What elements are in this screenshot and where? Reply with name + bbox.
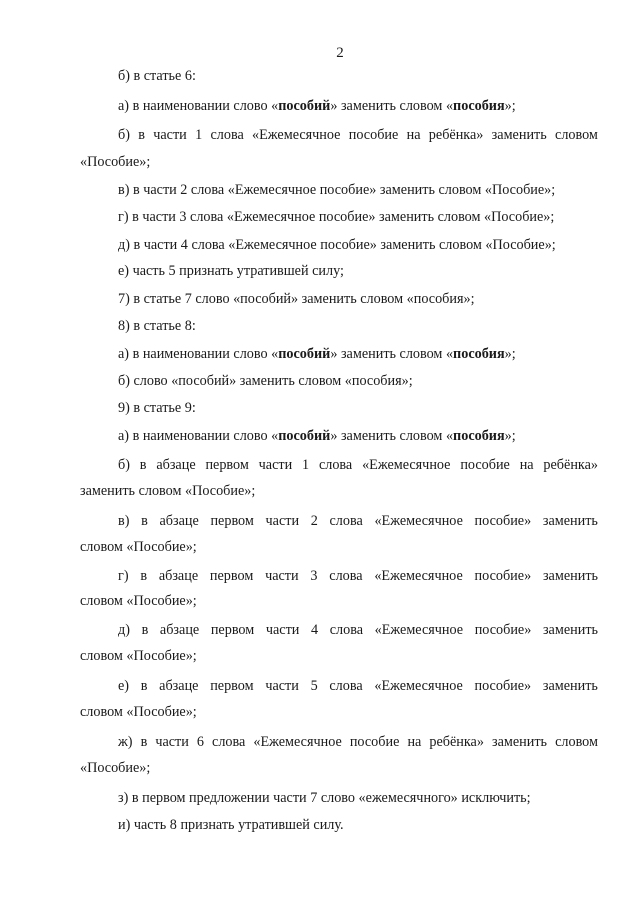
- word: ребёнка»: [428, 127, 484, 143]
- item-9d: [118, 621, 598, 640]
- word: абзаце: [156, 457, 196, 473]
- item-6g: г) в части 3 слова «Ежемесячное пособие» заменить словом «Пособие»;: [118, 209, 555, 225]
- word: «Ежемесячное: [374, 513, 463, 529]
- word: «Ежемесячное: [374, 622, 464, 638]
- word: в: [140, 568, 148, 584]
- word: слова: [329, 678, 363, 694]
- item-9b-continuation: заменить словом «Пособие»;: [80, 483, 256, 499]
- item-8b: б) слово «пособий» заменить словом «пособия»;: [118, 373, 413, 389]
- word: ребёнка»: [429, 734, 484, 750]
- word: пособие»: [474, 678, 532, 694]
- item-9e-continuation: словом «Пособие»;: [80, 704, 197, 720]
- word: первом: [210, 622, 255, 638]
- word: части: [153, 127, 187, 143]
- item-8a: а) в наименовании слово «пособий» заменить словом «пособия»;: [118, 346, 516, 362]
- word: пособие: [349, 734, 400, 750]
- word: в: [141, 513, 148, 529]
- word: в): [118, 513, 130, 529]
- word: абзаце: [159, 678, 199, 694]
- word: 1: [195, 127, 203, 143]
- word: слова: [329, 568, 363, 584]
- word: 2: [310, 513, 318, 529]
- word: в: [139, 457, 147, 473]
- word: 4: [311, 622, 319, 638]
- word: части: [265, 513, 300, 529]
- word: части: [258, 457, 293, 473]
- item-9i: и) часть 8 признать утратившей силу.: [118, 817, 344, 833]
- word: абзаце: [159, 622, 200, 638]
- word: словом: [555, 127, 598, 143]
- word: г): [118, 568, 129, 584]
- item-9b: [118, 456, 598, 475]
- word: первом: [210, 678, 254, 694]
- item-6b: [118, 126, 598, 145]
- item-article-9: 9) в статье 9:: [118, 400, 196, 416]
- word: пособие: [460, 457, 510, 473]
- word: части: [265, 568, 299, 584]
- word: абзаце: [159, 513, 199, 529]
- word: словом: [555, 734, 598, 750]
- item-9d-continuation: словом «Пособие»;: [80, 648, 197, 664]
- item-6a: а) в наименовании слово «пособий» заменить словом «пособия»;: [118, 98, 516, 114]
- word: заменить: [542, 678, 598, 694]
- word: слова: [210, 127, 244, 143]
- word: слова: [329, 513, 363, 529]
- word: 3: [310, 568, 318, 584]
- word: части: [155, 734, 189, 750]
- word: 5: [310, 678, 318, 694]
- word: на: [407, 734, 422, 750]
- word: ребёнка»: [543, 457, 598, 473]
- word: д): [118, 622, 130, 638]
- word: «Ежемесячное: [253, 734, 342, 750]
- word: на: [519, 457, 534, 473]
- word: 1: [302, 457, 310, 473]
- item-article-8: 8) в статье 8:: [118, 318, 196, 334]
- word: абзаце: [158, 568, 199, 584]
- word: пособие: [348, 127, 399, 143]
- item-6b-continuation: «Пособие»;: [80, 154, 151, 170]
- word: ж): [118, 734, 133, 750]
- item-9zh: [118, 733, 598, 752]
- item-9zh-continuation: «Пособие»;: [80, 760, 151, 776]
- word: в: [140, 734, 148, 750]
- word: части: [265, 678, 299, 694]
- page-number: 2: [336, 45, 344, 61]
- word: заменить: [542, 568, 598, 584]
- word: в: [138, 127, 145, 143]
- word: заменить: [542, 513, 598, 529]
- word: части: [265, 622, 300, 638]
- word: пособие»: [474, 622, 532, 638]
- item-9z: з) в первом предложении части 7 слово «ежемесячного» исключить;: [118, 790, 531, 806]
- word: на: [406, 127, 421, 143]
- word: заменить: [491, 127, 547, 143]
- word: «Ежемесячное: [362, 457, 451, 473]
- word: первом: [205, 457, 249, 473]
- item-9e: [118, 677, 598, 696]
- word: слова: [329, 622, 364, 638]
- word: слова: [212, 734, 246, 750]
- item-article-7: 7) в статье 7 слово «пособий» заменить словом «пособия»;: [118, 291, 475, 307]
- word: первом: [209, 568, 254, 584]
- item-6e: е) часть 5 признать утратившей силу;: [118, 263, 344, 279]
- word: е): [118, 678, 130, 694]
- word: б): [118, 457, 130, 473]
- word: заменить: [542, 622, 598, 638]
- word: в: [141, 622, 149, 638]
- word: «Ежемесячное: [374, 678, 463, 694]
- item-article-6: б) в статье 6:: [118, 68, 196, 84]
- item-9a: а) в наименовании слово «пособий» заменить словом «пособия»;: [118, 428, 516, 444]
- word: «Ежемесячное: [252, 127, 341, 143]
- item-6v: в) в части 2 слова «Ежемесячное пособие» заменить словом «Пособие»;: [118, 182, 556, 198]
- word: «Ежемесячное: [374, 568, 463, 584]
- word: первом: [210, 513, 254, 529]
- word: пособие»: [474, 568, 532, 584]
- word: заменить: [492, 734, 548, 750]
- item-6d: д) в части 4 слова «Ежемесячное пособие» заменить словом «Пособие»;: [118, 237, 556, 253]
- word: слова: [318, 457, 353, 473]
- word: б): [118, 127, 130, 143]
- item-9g: [118, 567, 598, 586]
- word: в: [140, 678, 148, 694]
- word: пособие»: [474, 513, 532, 529]
- item-9v: [118, 512, 598, 531]
- word: 6: [196, 734, 204, 750]
- item-9v-continuation: словом «Пособие»;: [80, 539, 197, 555]
- item-9g-continuation: словом «Пособие»;: [80, 593, 197, 609]
